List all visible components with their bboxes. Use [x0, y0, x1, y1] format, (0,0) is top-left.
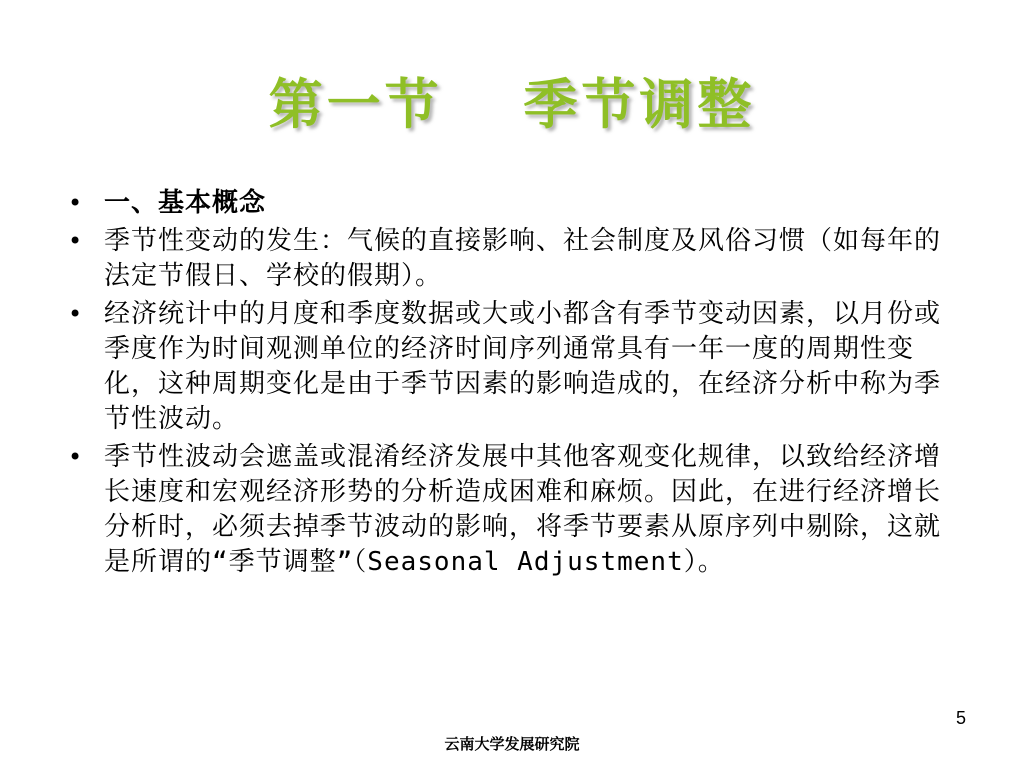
bullet-text: 一、基本概念: [104, 188, 267, 218]
bullet-item-definition: [68, 297, 962, 437]
bullet-item-heading: [68, 186, 962, 221]
bullet-text: 季节性变动的发生：气候的直接影响、社会制度及风俗习惯（如每年的法定节假日、学校的假期）。: [104, 226, 942, 291]
bullet-list: [68, 186, 962, 583]
bullet-icon: •: [68, 189, 84, 217]
bullet-item-origin: [68, 224, 962, 294]
bullet-icon: •: [68, 300, 84, 328]
bullet-icon: •: [68, 443, 84, 471]
bullet-icon: •: [68, 227, 84, 255]
bullet-item-adjustment: [68, 440, 962, 580]
page-number: 5: [955, 708, 966, 728]
slide-title: 第一节 季节调整: [268, 72, 756, 136]
bullet-text: 季节性波动会遮盖或混淆经济发展中其他客观变化规律，以致给经济增长速度和宏观经济形势的分析造成困难和麻烦。因此，在进行经济增长分析时，必须去掉季节波动的影响，将季节要素从原序列中剔除，这就是所谓的“季节调整”（Seasonal Adjustment）。: [104, 442, 942, 577]
footer-institution: 云南大学发展研究院: [444, 735, 580, 753]
bullet-text: 经济统计中的月度和季度数据或大或小都含有季节变动因素，以月份或季度作为时间观测单位的经济时间序列通常具有一年一度的周期性变化，这种周期变化是由于季节因素的影响造成的，在经济分析中称为季节性波动。: [104, 299, 942, 434]
